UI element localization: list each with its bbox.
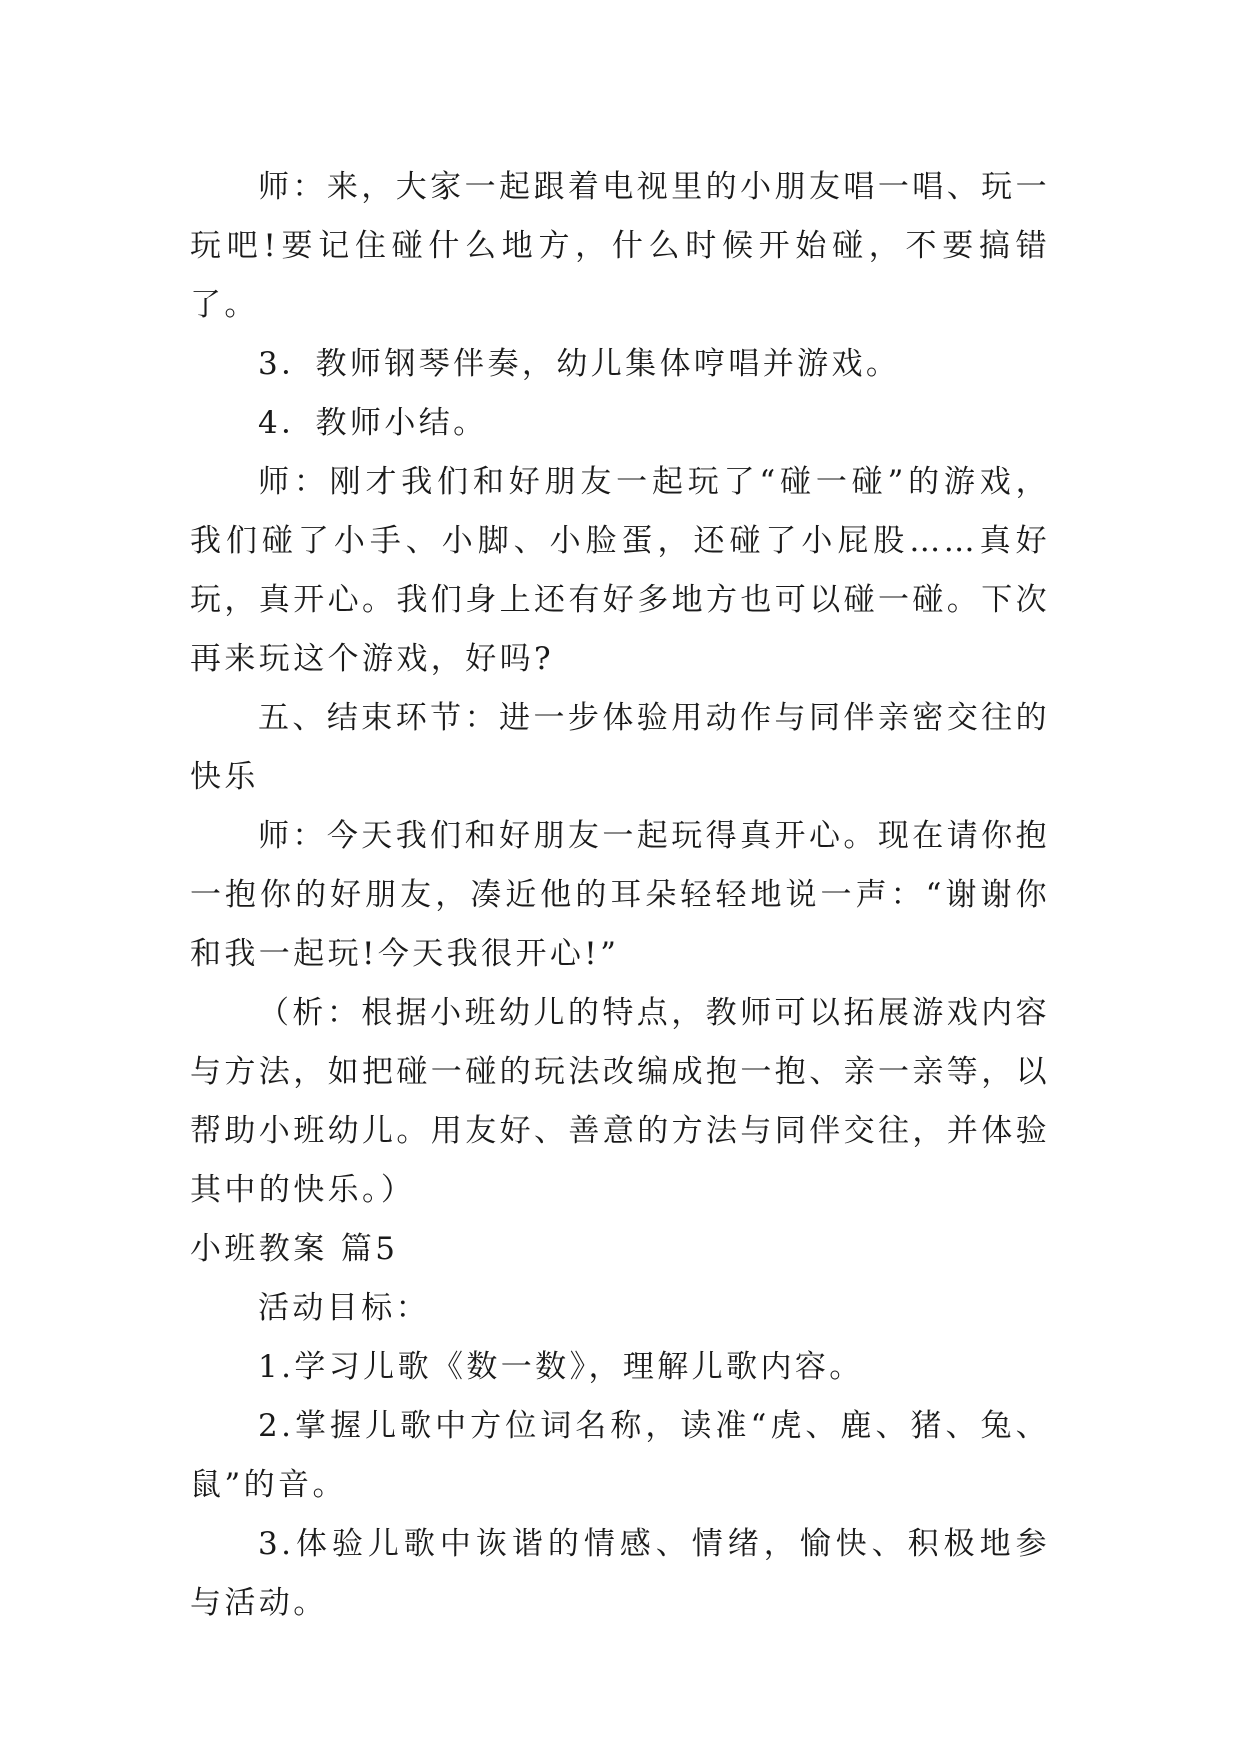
objective-item: 3.体验儿歌中诙谐的情感、情绪，愉快、积极地参与活动。 bbox=[190, 1526, 1050, 1621]
paragraph: 3．教师钢琴伴奏，幼儿集体哼唱并游戏。 bbox=[258, 346, 901, 382]
objective-item: 1.学习儿歌《数一数》，理解儿歌内容。 bbox=[258, 1349, 864, 1385]
paragraph: 师：来，大家一起跟着电视里的小朋友唱一唱、玩一玩吧!要记住碰什么地方，什么时候开始碰，不要搞错了。 bbox=[190, 169, 1050, 323]
paragraph: 师：刚才我们和好朋友一起玩了“碰一碰”的游戏，我们碰了小手、小脚、小脸蛋，还碰了小屁股……真好玩，真开心。我们身上还有好多地方也可以碰一碰。下次再来玩这个游戏，好吗? bbox=[190, 464, 1050, 677]
section-title: 小班教案 篇5 bbox=[190, 1231, 399, 1267]
paragraph: 4．教师小结。 bbox=[258, 405, 488, 441]
objective-item: 2.掌握儿歌中方位词名称，读准“虎、鹿、猪、兔、鼠”的音。 bbox=[190, 1408, 1050, 1503]
analysis-note: （析：根据小班幼儿的特点，教师可以拓展游戏内容与方法，如把碰一碰的玩法改编成抱一抱、亲一亲等，以帮助小班幼儿。用友好、善意的方法与同伴交往，并体验其中的快乐。） bbox=[190, 995, 1050, 1208]
document-body bbox=[190, 158, 1050, 1633]
section-heading-conclusion: 五、结束环节：进一步体验用动作与同伴亲密交往的快乐 bbox=[190, 700, 1050, 795]
objectives-label: 活动目标： bbox=[258, 1290, 430, 1326]
paragraph: 师：今天我们和好朋友一起玩得真开心。现在请你抱一抱你的好朋友，凑近他的耳朵轻轻地说一声：“谢谢你和我一起玩!今天我很开心!” bbox=[190, 818, 1050, 972]
